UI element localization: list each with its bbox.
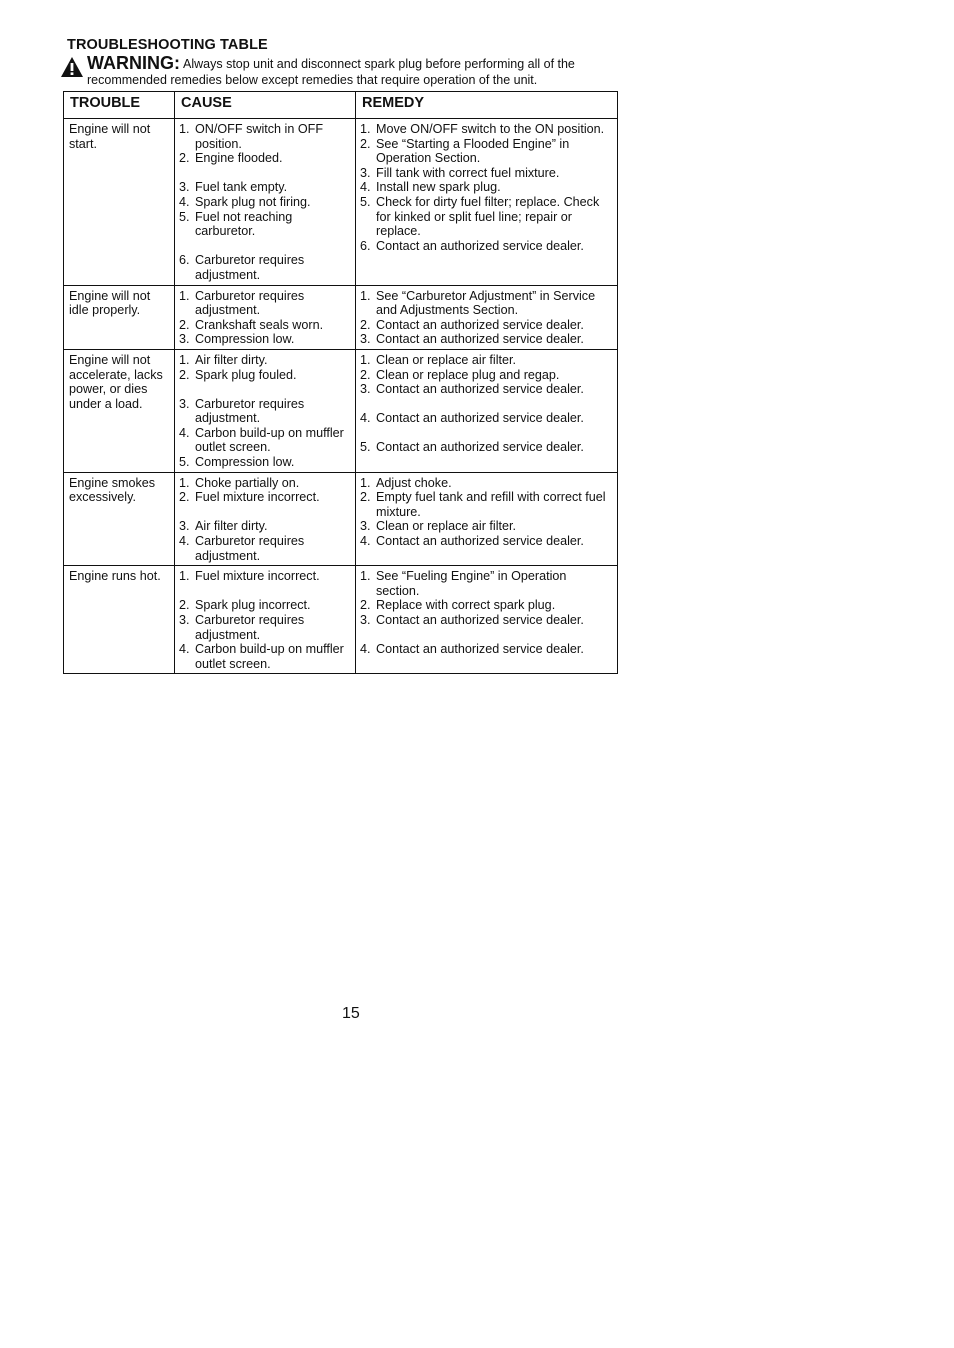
remedy-item-text: Empty fuel tank and refill with correct fuel mixture. (376, 490, 606, 519)
warning-label: WARNING: (87, 53, 180, 73)
remedy-item-text: Replace with correct spark plug. (376, 598, 556, 613)
remedy-item (360, 440, 613, 455)
remedy-item-number: 3. (360, 519, 371, 534)
section-title: TROUBLESHOOTING TABLE (67, 37, 268, 53)
cause-item-number: 4. (179, 194, 190, 209)
cause-item (179, 569, 351, 584)
cause-item-text: Fuel not reaching carburetor. (195, 209, 293, 239)
remedy-item (360, 239, 613, 254)
remedy-cell (356, 285, 618, 349)
cause-item (179, 253, 351, 282)
cause-cell (175, 119, 356, 286)
remedy-item-number: 4. (360, 534, 371, 549)
remedy-item (360, 519, 613, 534)
cause-item (179, 598, 351, 613)
cause-item (179, 397, 351, 426)
cause-item (179, 210, 351, 239)
remedy-item (360, 318, 613, 333)
remedy-item-text: Move ON/OFF switch to the ON position. (376, 122, 605, 136)
remedy-item-text: Install new spark plug. (376, 180, 501, 195)
remedy-item-text: Contact an authorized service dealer. (376, 613, 584, 627)
remedy-cell (356, 472, 618, 566)
remedy-item-number: 2. (360, 317, 371, 332)
remedy-item (360, 411, 613, 426)
cause-item (179, 490, 351, 505)
cause-item-text: Carburetor requires adjustment. (195, 396, 305, 426)
remedy-item-text: Clean or replace air filter. (376, 352, 516, 367)
remedy-item (360, 490, 613, 519)
cause-item (179, 151, 351, 166)
cause-item-text: Spark plug incorrect. (195, 598, 311, 613)
cause-item-text: Choke partially on. (195, 475, 300, 490)
cause-item-text: ON/OFF switch in OFF position. (195, 122, 324, 151)
remedy-item-number: 5. (360, 194, 371, 209)
remedy-item (360, 569, 613, 598)
cause-item-text: Fuel mixture incorrect. (195, 490, 320, 505)
cause-item-text: Carburetor requires adjustment. (195, 253, 305, 282)
table-body (64, 119, 618, 674)
table-row (64, 472, 618, 566)
cause-item (179, 613, 351, 642)
remedy-item (360, 195, 613, 239)
remedy-item-text: Contact an authorized service dealer. (376, 440, 584, 455)
cause-item-text: Engine flooded. (195, 151, 283, 166)
remedy-item-text: See “Carburetor Adjustment” in Service and Adjustments Section. (376, 288, 596, 318)
cause-item-number: 4. (179, 642, 190, 657)
remedy-item-text: Clean or replace air filter. (376, 519, 516, 534)
cause-item-number: 5. (179, 455, 190, 470)
table-row (64, 349, 618, 472)
remedy-item-number: 3. (360, 382, 371, 397)
remedy-item-text: Contact an authorized service dealer. (376, 382, 584, 397)
cause-item-number: 2. (179, 367, 190, 382)
remedy-item-text: Contact an authorized service dealer. (376, 317, 584, 332)
remedy-item-text: Contact an authorized service dealer. (376, 642, 584, 657)
cause-item (179, 426, 351, 455)
cause-item-text: Crankshaft seals worn. (195, 317, 324, 332)
table-row (64, 566, 618, 674)
cause-item-number: 2. (179, 151, 190, 166)
cause-list (179, 289, 351, 347)
page-number: 15 (342, 1005, 360, 1022)
warning-notice (60, 55, 620, 88)
cause-list (179, 476, 351, 564)
cause-cell (175, 472, 356, 566)
cause-item-number: 4. (179, 425, 190, 440)
remedy-cell (356, 119, 618, 286)
cause-item-number: 6. (179, 253, 190, 268)
remedy-item (360, 180, 613, 195)
cause-item-number: 1. (179, 122, 190, 136)
cause-item-text: Carbon build-up on muffler outlet screen. (195, 425, 344, 455)
remedy-item (360, 353, 613, 368)
remedy-item (360, 137, 613, 166)
cause-item-text: Carburetor requires adjustment. (195, 534, 305, 563)
cause-item-text: Fuel mixture incorrect. (195, 569, 320, 584)
remedy-item (360, 382, 613, 397)
cause-item-text: Air filter dirty. (195, 352, 268, 367)
cause-item-text: Spark plug fouled. (195, 367, 297, 382)
trouble-text: Engine will not accelerate, lacks power, or dies under a load. (69, 352, 163, 411)
cause-item (179, 122, 351, 151)
remedy-item-number: 1. (360, 288, 371, 303)
remedy-item-number: 4. (360, 180, 371, 195)
trouble-text: Engine smokes excessively. (69, 475, 156, 505)
cause-list (179, 353, 351, 470)
remedy-item (360, 368, 613, 383)
cause-item (179, 195, 351, 210)
remedy-item-text: Contact an authorized service dealer. (376, 238, 584, 253)
trouble-text: Engine will not start. (69, 122, 151, 151)
remedy-item-number: 6. (360, 238, 371, 253)
cause-list (179, 122, 351, 283)
remedy-item-text: Contact an authorized service dealer. (376, 332, 584, 347)
remedy-item-number: 4. (360, 642, 371, 657)
cause-item (179, 476, 351, 491)
trouble-cell (64, 119, 175, 286)
remedy-item-text: Adjust choke. (376, 475, 452, 490)
table-row (64, 285, 618, 349)
trouble-cell (64, 472, 175, 566)
cause-cell (175, 566, 356, 674)
remedy-item-number: 1. (360, 122, 371, 136)
trouble-text: Engine runs hot. (69, 569, 161, 584)
remedy-list (360, 569, 613, 657)
cause-item-number: 2. (179, 490, 190, 505)
header-remedy: REMEDY (356, 92, 618, 119)
cause-item-text: Compression low. (195, 455, 295, 470)
remedy-item-text: Fill tank with correct fuel mixture. (376, 165, 560, 180)
remedy-item (360, 476, 613, 491)
remedy-item-number: 1. (360, 352, 371, 367)
cause-item-number: 3. (179, 332, 190, 347)
remedy-list (360, 353, 613, 455)
cause-item-text: Air filter dirty. (195, 519, 268, 534)
cause-item-number: 2. (179, 598, 190, 613)
remedy-item-number: 5. (360, 440, 371, 455)
remedy-cell (356, 566, 618, 674)
remedy-item-number: 3. (360, 332, 371, 347)
remedy-item (360, 598, 613, 613)
remedy-item (360, 534, 613, 549)
cause-item (179, 332, 351, 347)
cause-cell (175, 285, 356, 349)
cause-item-number: 1. (179, 352, 190, 367)
remedy-item (360, 642, 613, 657)
remedy-item-number: 1. (360, 475, 371, 490)
remedy-item-text: See “Fueling Engine” in Operation section. (376, 569, 567, 598)
trouble-cell (64, 285, 175, 349)
remedy-list (360, 476, 613, 549)
cause-item (179, 642, 351, 671)
remedy-item-number: 4. (360, 411, 371, 426)
remedy-item-number: 2. (360, 367, 371, 382)
trouble-text: Engine will not idle properly. (69, 288, 151, 318)
cause-item-number: 2. (179, 317, 190, 332)
remedy-item (360, 289, 613, 318)
cause-list (179, 569, 351, 671)
cause-item-number: 3. (179, 396, 190, 411)
trouble-cell (64, 566, 175, 674)
cause-item (179, 455, 351, 470)
cause-item (179, 318, 351, 333)
cause-item-number: 1. (179, 288, 190, 303)
cause-cell (175, 349, 356, 472)
warning-text-line2: recommended remedies below except remedies that require operation of the unit. (87, 73, 538, 87)
table-row (64, 119, 618, 286)
remedy-item (360, 166, 613, 181)
remedy-item-number: 2. (360, 136, 371, 151)
remedy-list (360, 122, 613, 253)
cause-item-text: Fuel tank empty. (195, 180, 288, 195)
remedy-item-text: See “Starting a Flooded Engine” in Operation Section. (376, 136, 570, 166)
cause-item-number: 1. (179, 569, 190, 584)
cause-item (179, 353, 351, 368)
cause-item (179, 180, 351, 195)
cause-item (179, 519, 351, 534)
remedy-item (360, 332, 613, 347)
remedy-item-text: Contact an authorized service dealer. (376, 411, 584, 426)
trouble-cell (64, 349, 175, 472)
remedy-item-number: 1. (360, 569, 371, 584)
cause-item-number: 3. (179, 613, 190, 627)
cause-item-number: 3. (179, 180, 190, 195)
remedy-item-number: 2. (360, 490, 371, 505)
header-trouble: TROUBLE (64, 92, 175, 119)
cause-item-number: 1. (179, 475, 190, 490)
remedy-list (360, 289, 613, 347)
cause-item-number: 3. (179, 519, 190, 534)
cause-item-number: 4. (179, 534, 190, 549)
header-cause: CAUSE (175, 92, 356, 119)
remedy-item-text: Contact an authorized service dealer. (376, 534, 584, 549)
remedy-item (360, 122, 613, 137)
remedy-cell (356, 349, 618, 472)
remedy-item (360, 613, 613, 628)
cause-item-text: Carburetor requires adjustment. (195, 288, 305, 318)
cause-item-text: Spark plug not firing. (195, 194, 311, 209)
table-header-row (64, 92, 618, 119)
remedy-item-number: 2. (360, 598, 371, 613)
troubleshooting-table (63, 91, 618, 674)
remedy-item-text: Check for dirty fuel filter; replace. Check for kinked or split fuel line; repair or replace. (376, 194, 600, 239)
warning-icon (60, 56, 84, 78)
cause-item (179, 368, 351, 383)
remedy-item-number: 3. (360, 613, 371, 627)
cause-item-number: 5. (179, 209, 190, 224)
cause-item-text: Compression low. (195, 332, 295, 347)
remedy-item-number: 3. (360, 165, 371, 180)
warning-text-line1: Always stop unit and disconnect spark plug before performing all of the (183, 57, 575, 71)
cause-item-text: Carbon build-up on muffler outlet screen. (195, 642, 344, 671)
cause-item (179, 289, 351, 318)
cause-item (179, 534, 351, 563)
remedy-item-text: Clean or replace plug and regap. (376, 367, 560, 382)
cause-item-text: Carburetor requires adjustment. (195, 613, 305, 642)
